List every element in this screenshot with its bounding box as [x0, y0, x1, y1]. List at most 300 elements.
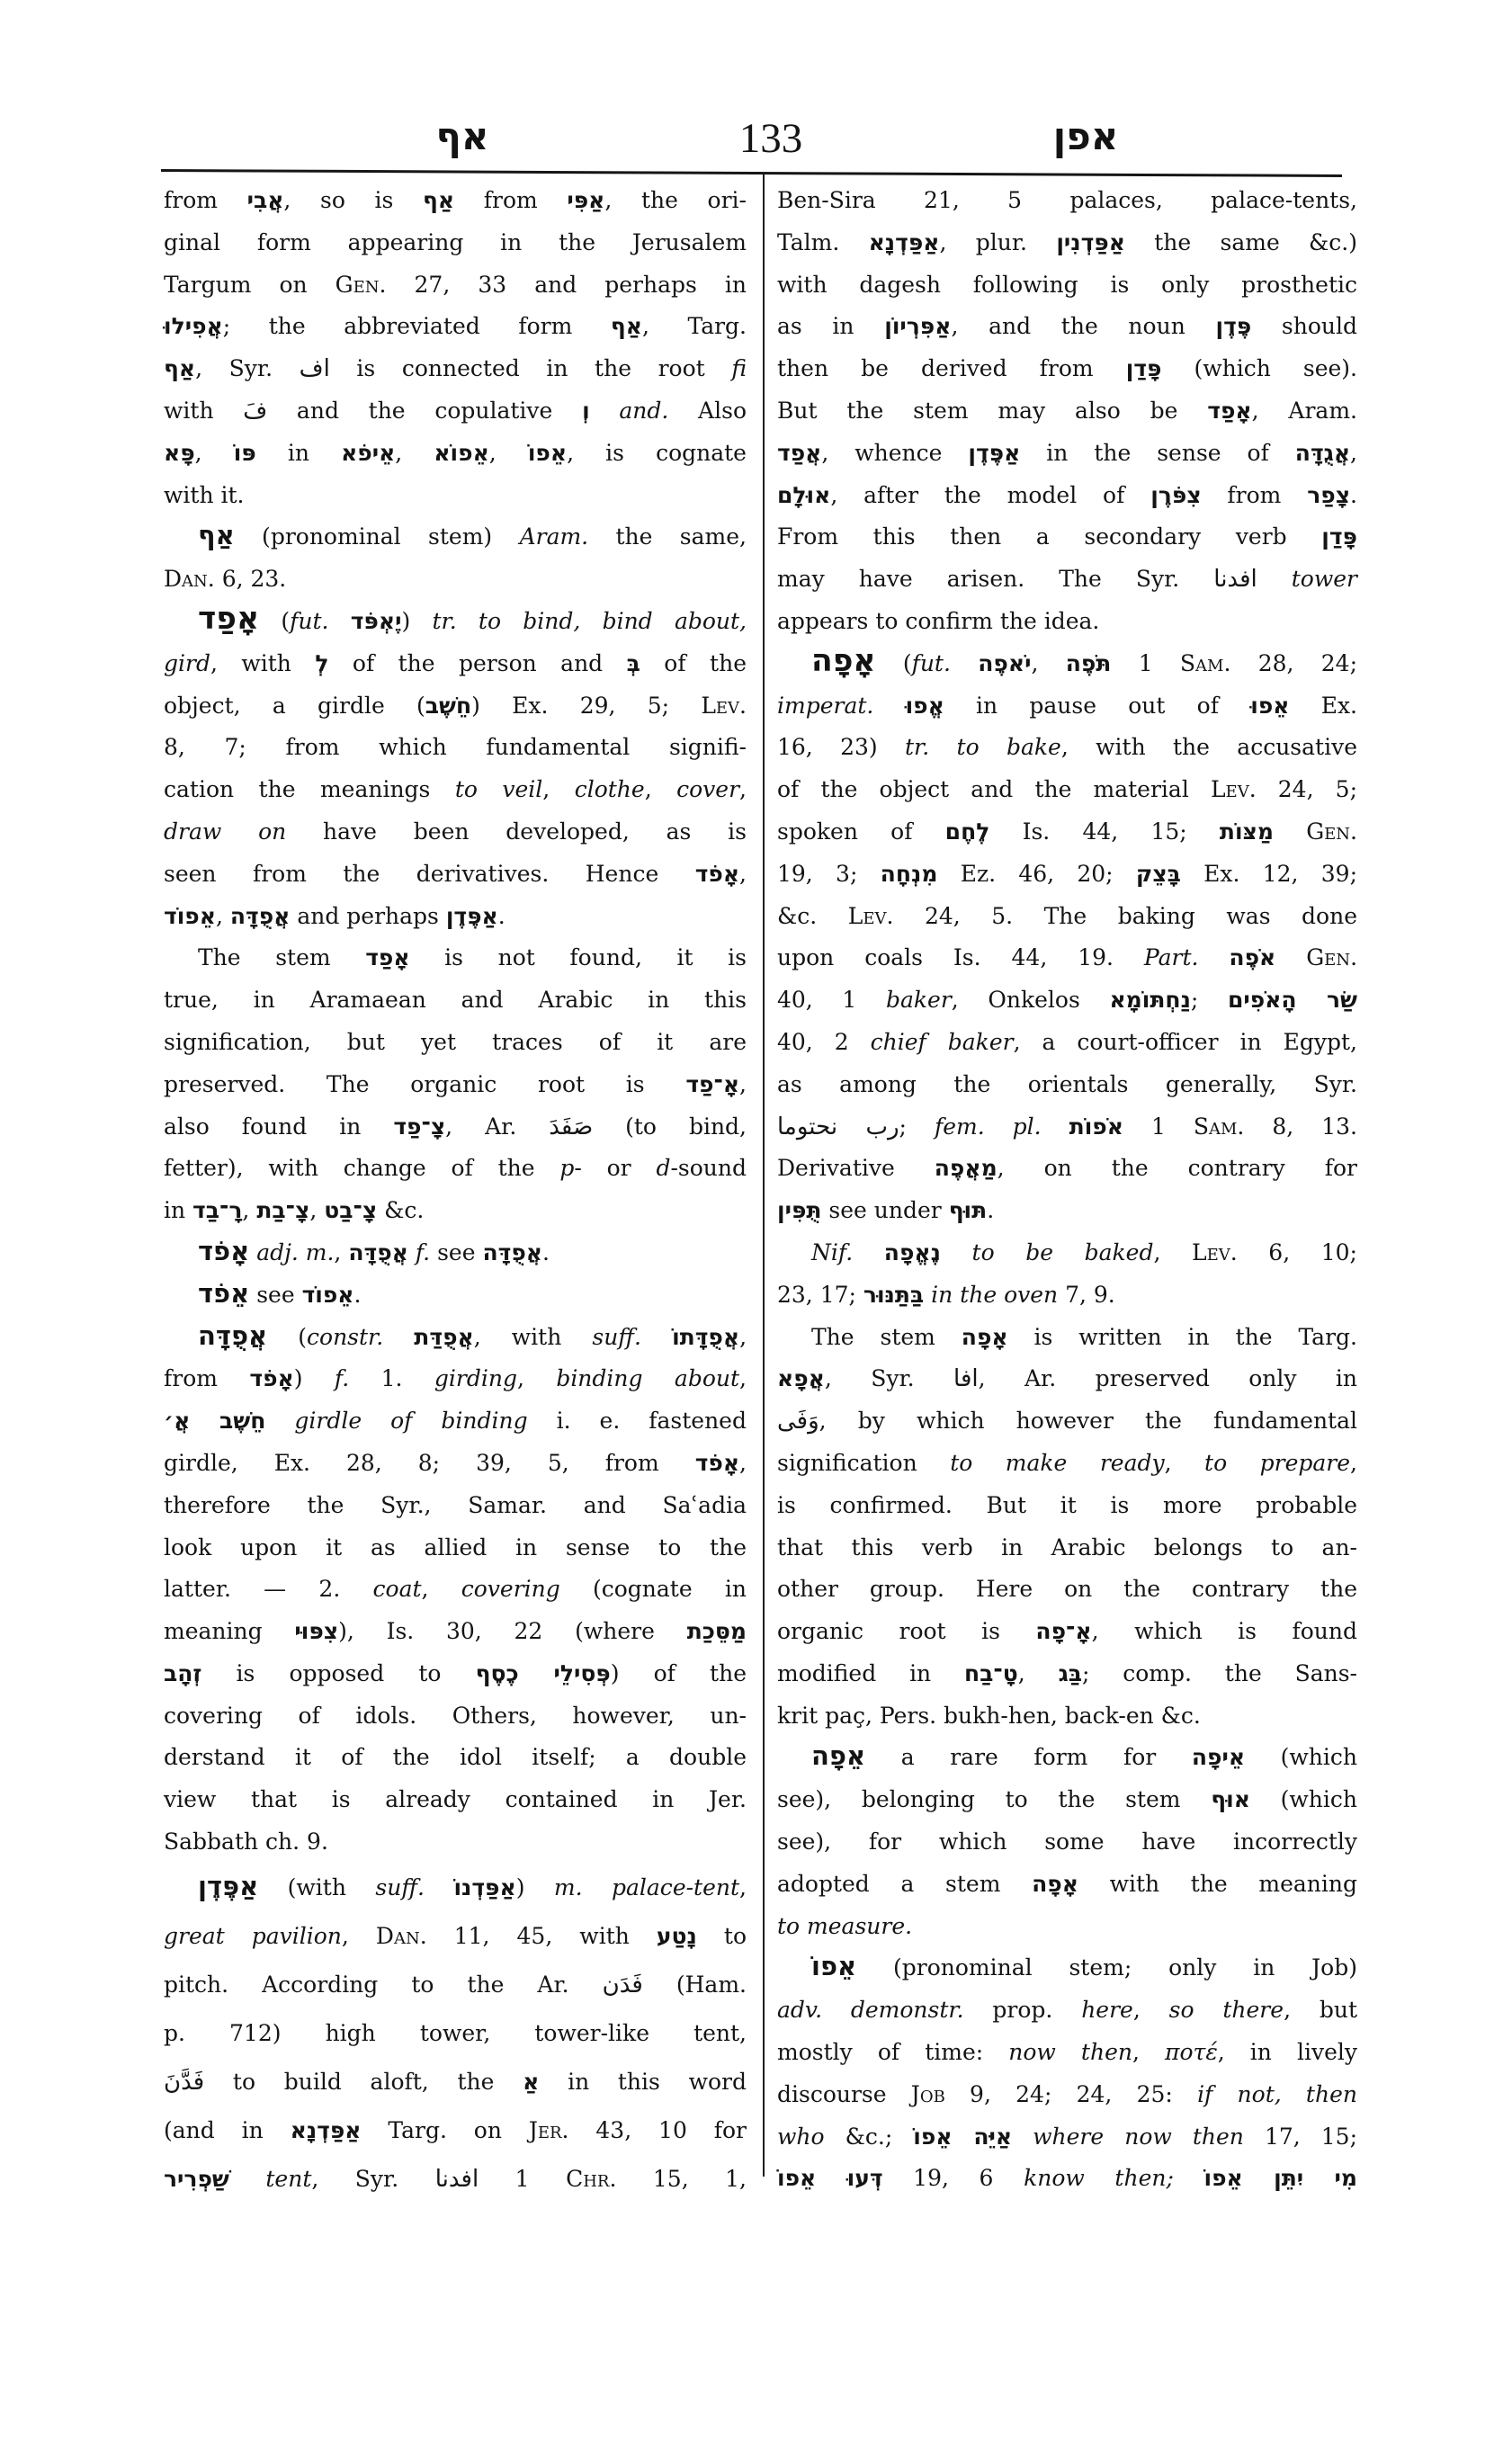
text-line	[164, 1064, 747, 1106]
italic-run: tent	[265, 2165, 312, 2192]
text-line	[777, 1990, 1357, 2032]
text-run	[1274, 818, 1306, 845]
italic-run: imperat.	[777, 692, 874, 719]
text-line	[777, 1106, 1357, 1149]
italic-run: cover	[676, 776, 740, 803]
text-line	[777, 979, 1357, 1022]
text-run: 40, 1	[777, 987, 886, 1014]
text-line	[777, 1022, 1357, 1064]
text-line	[777, 475, 1357, 517]
text-run: from	[1201, 481, 1308, 508]
text-run: (	[267, 1323, 308, 1350]
text-run: Targ. on	[361, 2116, 529, 2143]
italic-run: tower	[1291, 566, 1358, 593]
text-run: From this then a secondary verb	[777, 523, 1322, 550]
dictionary-entry	[164, 601, 747, 937]
hebrew-word: בְּ	[626, 649, 640, 676]
text-line	[777, 1779, 1357, 1821]
syriac-word: افدنا	[434, 2165, 479, 2193]
hebrew-word: אֲפָא	[777, 1365, 825, 1392]
text-run: 1.	[349, 1365, 434, 1392]
text-line	[164, 1022, 747, 1064]
text-line	[777, 854, 1357, 896]
hebrew-word: צִפֹּרֶן	[1150, 481, 1202, 508]
column-divider	[763, 174, 765, 2177]
hebrew-word: פָּא	[164, 439, 195, 466]
hebrew-word: אָפָה	[961, 1323, 1008, 1350]
hebrew-word: אַף	[423, 187, 455, 213]
dictionary-entry	[164, 937, 747, 1232]
text-run	[1042, 1113, 1069, 1140]
text-run: .	[353, 1281, 362, 1308]
hebrew-word: אָ־פָה	[1035, 1618, 1092, 1645]
text-run: fetter), with change of the	[164, 1155, 560, 1182]
text-run: 6, 10;	[1237, 1238, 1357, 1265]
italic-run: d	[656, 1155, 671, 1182]
text-run: )	[293, 1365, 335, 1392]
text-run: other group. Here on the contrary the	[777, 1576, 1357, 1603]
text-run: ;	[899, 1113, 935, 1140]
text-run: ,	[1017, 1659, 1059, 1686]
text-run: .	[541, 1238, 550, 1265]
text-run: Ez. 46, 20;	[937, 860, 1136, 887]
text-run: , on the contrary for	[997, 1155, 1357, 1182]
text-run: a rare form for	[865, 1744, 1192, 1771]
text-run: )	[515, 1873, 554, 1900]
italic-run: fut.	[290, 607, 329, 634]
text-run	[265, 1408, 294, 1434]
text-run: )	[401, 607, 433, 634]
hebrew-word: נַחְתּוֹמָא	[1109, 987, 1191, 1014]
text-run: ,	[739, 1323, 747, 1350]
small-caps-reference: Lev.	[1210, 776, 1257, 803]
text-line	[777, 1232, 1357, 1274]
dictionary-entry	[164, 1317, 747, 1864]
text-run: ) of the	[610, 1659, 747, 1686]
text-run: Targum on	[164, 271, 336, 298]
text-line	[777, 2116, 1357, 2159]
text-run: 19, 6	[882, 2165, 1024, 2192]
hebrew-word: אַפַּדְנוֹ	[453, 1873, 516, 1900]
hebrew-word: נָטַע	[656, 1922, 697, 1949]
hebrew-word: מַצּוֹת	[1219, 818, 1274, 845]
syriac-word: رب نحتوما	[777, 1113, 899, 1140]
text-run: with the meaning	[1078, 1870, 1357, 1897]
text-run: should	[1251, 313, 1357, 340]
text-line	[777, 433, 1357, 475]
text-run: , plur.	[939, 228, 1057, 255]
text-line	[164, 2009, 747, 2058]
text-run: with	[164, 397, 244, 424]
text-line	[164, 475, 747, 517]
text-run: ;	[1190, 987, 1228, 1014]
italic-run: great pavilion	[164, 1922, 342, 1949]
hebrew-word: שַׂר הָאֹפִים	[1228, 987, 1357, 1014]
text-run: &c.;	[824, 2123, 914, 2150]
italic-run: now then	[1008, 2039, 1132, 2066]
text-run: appears to confirm the idea.	[777, 607, 1100, 634]
hebrew-word: אַ	[523, 2068, 540, 2095]
text-run: , the ori-	[604, 187, 747, 213]
text-run	[1174, 2165, 1204, 2191]
text-run: Also	[668, 397, 747, 424]
text-line	[777, 1148, 1357, 1190]
text-line	[777, 559, 1357, 601]
italic-run: p	[559, 1155, 575, 1182]
text-run: true, in Aramaean and Arabic in this	[164, 987, 747, 1014]
text-run: (pronominal stem; only in Job)	[856, 1954, 1357, 1981]
text-run: ,	[1132, 2039, 1166, 2066]
small-caps-reference: Sam.	[1179, 649, 1231, 676]
text-run: , Ar. preserved only in	[978, 1365, 1357, 1392]
text-run: with it.	[164, 481, 245, 508]
text-run: (to bind,	[593, 1113, 747, 1140]
text-line	[164, 1821, 747, 1864]
small-caps-reference: Gen.	[1306, 944, 1358, 971]
text-line	[164, 2106, 747, 2155]
arabic-word: فَدَن	[602, 1971, 643, 1998]
text-run: pitch. According to the Ar.	[164, 1971, 603, 1998]
text-run: of the person and	[328, 649, 627, 676]
italic-run: where now then	[1033, 2123, 1244, 2150]
hebrew-word: אָפָה	[1032, 1870, 1078, 1897]
text-run: ,	[194, 439, 234, 466]
text-run: But the stem may also be	[777, 397, 1208, 424]
italic-run: and.	[619, 397, 669, 424]
text-run: 6, 23.	[214, 566, 287, 593]
hebrew-word: לְ	[315, 649, 329, 676]
syriac-word: اف	[299, 355, 330, 383]
text-run: to	[696, 1922, 747, 1949]
hebrew-word: יֶאְפֹּד	[350, 607, 402, 634]
text-run: 17, 15;	[1243, 2123, 1357, 2150]
italic-run: tr. to bake	[905, 734, 1061, 761]
italic-run: binding about	[556, 1365, 740, 1392]
hebrew-word: אֵפוּ	[1250, 692, 1290, 719]
small-caps-reference: Gen.	[1306, 818, 1357, 845]
text-run: cation the meanings	[164, 776, 455, 803]
headword: אֲפֻדָּה	[198, 1319, 268, 1351]
text-line	[777, 1611, 1357, 1653]
hebrew-word: אֲבִי	[246, 187, 284, 213]
italic-run: suff.	[375, 1873, 425, 1900]
hebrew-word: אָפֹד	[249, 1365, 294, 1392]
headword: אֵפוֹ	[811, 1951, 857, 1982]
text-run: is confirmed. But it is more probable	[777, 1491, 1357, 1518]
text-run: of the object and the material	[777, 776, 1211, 803]
text-run: as in	[777, 313, 885, 340]
text-line	[777, 1695, 1357, 1738]
text-run: (Ham.	[642, 1971, 747, 1998]
text-run: ,	[1350, 1449, 1357, 1476]
text-line	[777, 685, 1357, 728]
text-line	[777, 1190, 1357, 1232]
running-head-left: אף	[435, 114, 489, 158]
hebrew-word: אֵפוֹ	[527, 439, 568, 466]
text-line	[777, 1400, 1357, 1443]
hebrew-word: אֵפוֹא	[434, 439, 489, 466]
text-run: 15, 1,	[616, 2165, 747, 2192]
text-run: Talm.	[777, 228, 869, 255]
dictionary-entry	[777, 643, 1357, 1232]
text-run: spoken of	[777, 818, 945, 845]
italic-run: ποτέ	[1165, 2039, 1218, 2066]
hebrew-word: אֵיפֹא	[341, 439, 396, 466]
left-column	[164, 180, 747, 2204]
text-run: , in lively	[1217, 2039, 1357, 2066]
text-line	[164, 1232, 747, 1274]
arabic-word: فَدَّنَ	[164, 2068, 205, 2096]
text-run: ,	[739, 1873, 747, 1900]
text-run: ,	[1031, 649, 1066, 676]
italic-run: fut.	[911, 649, 951, 676]
text-line	[164, 643, 747, 685]
hebrew-word: אָפַד	[1207, 397, 1252, 424]
text-run: , with	[473, 1323, 593, 1350]
text-run	[951, 650, 978, 676]
text-line	[164, 306, 747, 348]
hebrew-word: אַיֵּה אֵפוֹ	[913, 2123, 1013, 2150]
text-run: -sound	[670, 1155, 747, 1182]
text-line	[164, 1485, 747, 1527]
text-line	[777, 1947, 1357, 1990]
small-caps-reference: Lev.	[701, 692, 747, 719]
hebrew-word: צָ־בַט	[324, 1197, 378, 1224]
text-line	[164, 2058, 747, 2106]
text-line	[777, 601, 1357, 643]
italic-run: girding	[434, 1365, 517, 1392]
hebrew-word: אֱפוּ	[905, 692, 944, 719]
text-line	[164, 390, 747, 433]
text-run: ,	[739, 1365, 747, 1392]
italic-run: who	[777, 2123, 825, 2150]
text-run: (	[259, 607, 291, 634]
text-line	[164, 811, 747, 854]
text-run: covering of idols. Others, however, un-	[164, 1702, 747, 1729]
text-run: krit paç, Pers. bukh-hen, back-en &c.	[777, 1702, 1201, 1729]
dictionary-entry	[164, 1232, 747, 1274]
hebrew-word: אַפֶּדֶן	[445, 902, 498, 929]
text-line	[164, 1653, 747, 1695]
text-run: , Aram.	[1251, 397, 1357, 424]
text-line	[164, 685, 747, 728]
text-line	[164, 1611, 747, 1653]
text-line	[777, 1821, 1357, 1864]
text-run: , Onkelos	[951, 987, 1110, 1014]
text-run: in this word	[539, 2068, 747, 2095]
text-line	[164, 1274, 747, 1317]
italic-run: here	[1081, 1997, 1133, 2024]
italic-run: fem. pl.	[934, 1113, 1042, 1140]
hebrew-word: יֹאפֶה	[978, 649, 1032, 676]
text-line	[777, 937, 1357, 979]
hebrew-word: אַפִּי	[567, 187, 605, 213]
text-run: ,	[395, 439, 434, 466]
text-run: ,	[739, 1070, 747, 1097]
text-line	[164, 1190, 747, 1232]
text-run: modified in	[777, 1659, 964, 1686]
hebrew-word: אָפֹד	[694, 860, 740, 887]
text-run: in	[255, 439, 342, 466]
text-run: , is cognate	[567, 439, 747, 466]
hebrew-word: וְ	[582, 397, 590, 424]
text-run: ,	[488, 439, 528, 466]
text-run: look upon it as allied in sense to the	[164, 1533, 747, 1560]
text-run: seen from the derivatives. Hence	[164, 860, 695, 887]
text-line	[777, 306, 1357, 348]
hebrew-word: שַׁפְרִיר	[164, 2165, 229, 2192]
text-run	[1257, 566, 1292, 592]
italic-run: fi	[731, 355, 747, 382]
text-line	[777, 769, 1357, 811]
text-run: , after the model of	[830, 481, 1151, 508]
text-run: 1	[1111, 649, 1180, 676]
text-run: ; the abbreviated form	[222, 313, 611, 340]
text-line	[164, 180, 747, 222]
text-run: 27, 33 and perhaps in	[386, 271, 747, 298]
italic-run: know then;	[1024, 2165, 1174, 2192]
text-line	[164, 979, 747, 1022]
text-line	[164, 727, 747, 769]
text-line	[164, 1737, 747, 1779]
header-rule	[161, 169, 1342, 177]
dictionary-entry	[164, 516, 747, 601]
hebrew-word: אֹפוֹת	[1069, 1113, 1123, 1140]
dictionary-entry	[777, 1232, 1357, 1317]
text-run: 24, 5. The baking was done	[893, 902, 1357, 929]
hebrew-word: אוּף	[1211, 1786, 1250, 1813]
text-run: from	[164, 187, 247, 213]
text-run: therefore the Syr., Samar. and Saʿadia	[164, 1491, 747, 1518]
text-run: ,	[1153, 1238, 1193, 1265]
text-run	[1012, 2124, 1033, 2150]
text-run	[249, 1239, 256, 1265]
hebrew-word: בָּצֵק	[1135, 860, 1181, 887]
text-line	[164, 1779, 747, 1821]
text-line	[777, 1064, 1357, 1106]
text-run	[873, 693, 905, 719]
text-run: , and the noun	[951, 313, 1216, 340]
text-run: , with the accusative	[1060, 734, 1357, 761]
italic-run: clothe	[574, 776, 645, 803]
text-run: 40, 2	[777, 1028, 871, 1055]
root-headword: אָפָה	[811, 642, 876, 679]
text-run: ,	[1350, 439, 1357, 466]
text-line	[777, 1443, 1357, 1485]
text-line	[777, 222, 1357, 264]
text-run: latter. — 2.	[164, 1576, 373, 1603]
hebrew-word: אֲפֻדָּה	[482, 1238, 542, 1265]
text-line	[164, 769, 747, 811]
italic-run: to make ready	[950, 1449, 1165, 1476]
text-run: Ex. 12, 39;	[1180, 860, 1357, 887]
headword: אֵפֹד	[198, 1277, 250, 1309]
text-run: see), for which some have incorrectly	[777, 1829, 1357, 1855]
text-run: upon coals Is. 44, 19.	[777, 944, 1144, 971]
text-line	[777, 1485, 1357, 1527]
text-line	[164, 1569, 747, 1611]
text-run: ,	[309, 1197, 325, 1224]
hebrew-word: אָ־פַד	[685, 1070, 740, 1097]
text-run: 24, 5;	[1256, 776, 1357, 803]
italic-run: m. palace-tent	[553, 1873, 740, 1900]
headword: אָפֹד	[198, 1235, 250, 1266]
text-run: .	[497, 902, 505, 929]
text-line	[777, 896, 1357, 938]
text-run: (with	[258, 1873, 376, 1900]
hebrew-word: אֲפֻדָּה	[229, 902, 291, 929]
text-run: from	[454, 187, 568, 213]
page-number: 133	[738, 115, 803, 162]
hebrew-word: אַף	[610, 313, 642, 340]
text-run: is not found, it is	[409, 944, 747, 971]
hebrew-word: פְּסִילֵי כֶסֶף	[475, 1659, 611, 1686]
italic-run: gird	[164, 649, 210, 676]
hebrew-word: אֲגֻדָּה	[1294, 439, 1351, 466]
text-line	[777, 1569, 1357, 1611]
text-run: ,	[215, 902, 230, 929]
text-run: also found in	[164, 1113, 394, 1140]
text-line	[777, 643, 1357, 685]
hebrew-word: פּוֹ	[233, 439, 256, 466]
text-line	[164, 516, 747, 559]
hebrew-word: אֲפֻדָּתוֹ	[672, 1323, 740, 1350]
text-line	[164, 601, 747, 643]
small-caps-reference: Chr.	[566, 2165, 617, 2192]
hebrew-word: רָ־בַד	[192, 1197, 243, 1224]
text-line	[164, 1106, 747, 1149]
text-line	[164, 348, 747, 390]
italic-run: baker	[885, 987, 952, 1014]
text-line	[777, 2032, 1357, 2074]
hebrew-word: חֵשֶׁב אֲ׳	[164, 1408, 266, 1435]
text-run: derstand it of the idol itself; a double	[164, 1744, 747, 1771]
text-run: , but	[1284, 1997, 1358, 2024]
hebrew-word: צִפּוּי	[294, 1618, 339, 1645]
text-run: 28, 24;	[1230, 649, 1358, 676]
text-run: ,	[516, 1365, 557, 1392]
hebrew-word: מִנְחָה	[880, 860, 938, 887]
text-run: ,	[334, 1238, 349, 1265]
text-run	[853, 1239, 884, 1265]
text-run: (	[875, 649, 912, 676]
headword: אַף	[198, 520, 235, 551]
text-run: adopted a stem	[777, 1870, 1033, 1897]
text-run: with dagesh following is only prosthetic	[777, 271, 1357, 298]
text-run: .	[987, 1197, 995, 1224]
italic-run: constr.	[307, 1323, 384, 1350]
text-run: , whence	[821, 439, 969, 466]
text-line	[777, 1737, 1357, 1779]
text-run: , Targ.	[641, 313, 747, 340]
arabic-word: وَفَى	[777, 1408, 819, 1435]
text-run: see	[430, 1238, 483, 1265]
dictionary-entry	[164, 1864, 747, 2204]
text-run	[229, 2166, 266, 2192]
text-run: (pronominal stem)	[234, 523, 520, 550]
text-line	[164, 1358, 747, 1400]
italic-run: to be baked	[971, 1238, 1154, 1265]
text-line	[164, 559, 747, 601]
text-run: then be derived from	[777, 355, 1126, 382]
text-run: Derivative	[777, 1155, 935, 1182]
text-run: 8, 13.	[1244, 1113, 1357, 1140]
small-caps-reference: Lev.	[1192, 1238, 1238, 1265]
text-run: , which is found	[1091, 1618, 1357, 1645]
text-run: ) Ex. 29, 5;	[471, 692, 702, 719]
text-run: .	[1350, 481, 1357, 508]
text-line	[777, 1317, 1357, 1359]
